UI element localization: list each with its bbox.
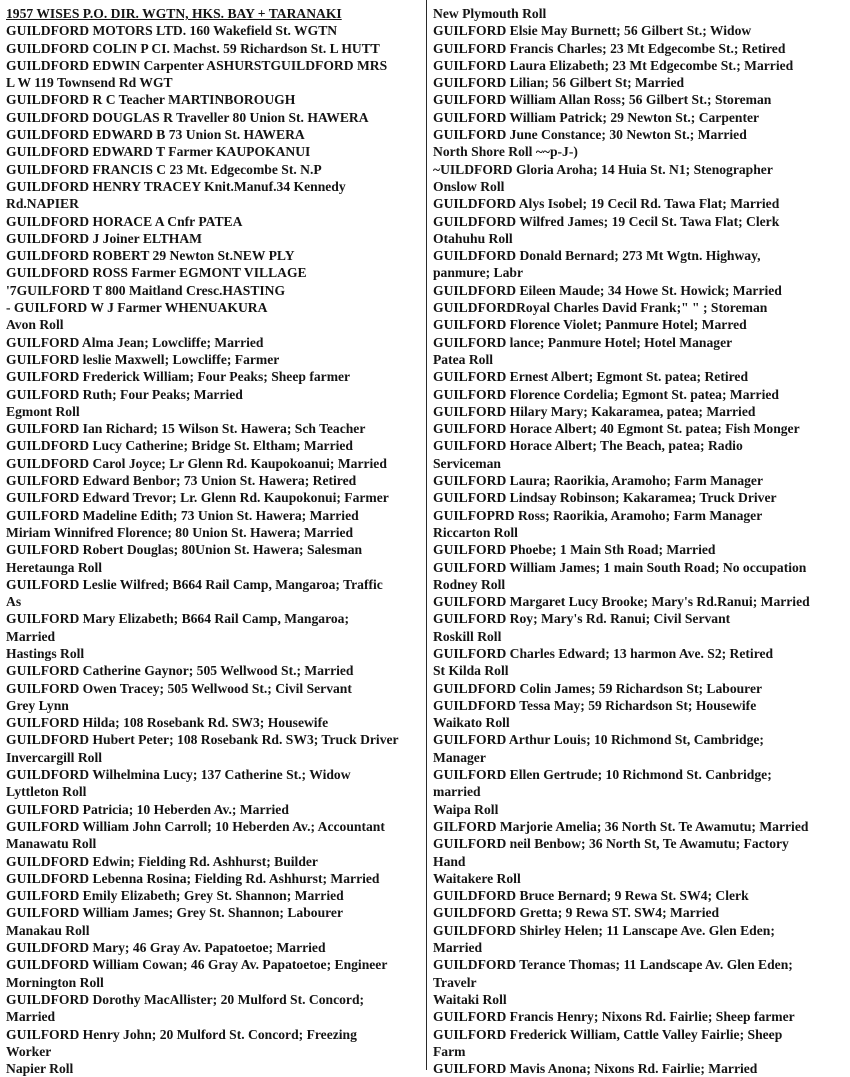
- left-column-line: GUILDFORD HENRY TRACEY Knit.Manuf.34 Kennedy: [6, 178, 346, 194]
- left-column-line: GUILFORD Edward Benbor; 73 Union St. Hawera; Retired: [6, 473, 357, 489]
- left-column-line: GUILDFORD Carol Joyce; Lr Glenn Rd. Kaupokoanui; Married: [6, 455, 387, 471]
- left-column-line: GUILDFORD Lebenna Rosina; Fielding Rd. Ashhurst; Married: [6, 870, 380, 886]
- right-column-line: Waipa Roll: [433, 801, 499, 817]
- left-column-line: Lyttleton Roll: [6, 784, 87, 800]
- right-column-line: ~UILDFORD Gloria Aroha; 14 Huia St. N1; Stenographer: [433, 161, 773, 177]
- left-column-line: GUILFORD Alma Jean; Lowcliffe; Married: [6, 334, 264, 350]
- left-column-line: Heretaunga Roll: [6, 559, 103, 575]
- left-column-line: GUILDFORD COLIN P CI. Machst. 59 Richardson St. L HUTT: [6, 40, 380, 56]
- right-column-line: GUILFORD William James; 1 main South Road; No occupation: [433, 559, 807, 575]
- left-column-line: GUILFORD Madeline Edith; 73 Union St. Hawera; Married: [6, 507, 359, 523]
- left-column-line: GUILFORD William John Carroll; 10 Heberden Av.; Accountant: [6, 818, 385, 834]
- left-column-line: GUILFORD leslie Maxwell; Lowcliffe; Farmer: [6, 351, 280, 367]
- left-column-line: Invercargill Roll: [6, 749, 103, 765]
- right-column-line: Riccarton Roll: [433, 524, 518, 540]
- right-column-line: Onslow Roll: [433, 178, 505, 194]
- left-column-line: GUILDFORD William Cowan; 46 Gray Av. Papatoetoe; Engineer: [6, 957, 388, 973]
- left-column-line: GUILDFORD HORACE A Cnfr PATEA: [6, 213, 243, 229]
- right-column-line: GUILFORD Horace Albert; 40 Egmont St. patea; Fish Monger: [433, 421, 800, 437]
- left-column-line: As: [6, 594, 22, 610]
- left-column-line: Manawatu Roll: [6, 836, 97, 852]
- left-column-line: GUILDFORD R C Teacher MARTINBOROUGH: [6, 92, 296, 108]
- left-column-line: GUILDFORD Lucy Catherine; Bridge St. Eltham; Married: [6, 438, 353, 454]
- right-column-line: GUILFORD neil Benbow; 36 North St, Te Awamutu; Factory: [433, 836, 789, 852]
- right-column-line: GUILDFORDRoyal Charles David Frank;" " ; Storeman: [433, 300, 768, 316]
- left-column-line: Mornington Roll: [6, 974, 104, 990]
- left-column-line: GUILFORD Frederick William; Four Peaks; Sheep farmer: [6, 369, 351, 385]
- right-column-line: GUILFORD Charles Edward; 13 harmon Ave. S2; Retired: [433, 645, 774, 661]
- left-column-line: GUILFORD Owen Tracey; 505 Wellwood St.; Civil Servant: [6, 680, 352, 696]
- left-column-line: GUILFORD Henry John; 20 Mulford St. Concord; Freezing: [6, 1026, 357, 1042]
- right-column-line: GUILDFORD Gretta; 9 Rewa ST. SW4; Married: [433, 905, 720, 921]
- left-column-line: GUILFORD Mary Elizabeth; B664 Rail Camp, Mangaroa;: [6, 611, 349, 627]
- left-column-line: Grey Lynn: [6, 697, 69, 713]
- right-column-line: GUILFORD Lilian; 56 Gilbert St; Married: [433, 75, 685, 91]
- left-column-line: GUILDFORD Wilhelmina Lucy; 137 Catherine St.; Widow: [6, 767, 351, 783]
- left-column-line: L W 119 Townsend Rd WGT: [6, 75, 173, 91]
- left-column-line: Hastings Roll: [6, 645, 85, 661]
- left-column-line: GUILFORD Patricia; 10 Heberden Av.; Married: [6, 801, 289, 817]
- right-column-line: GUILFORD Laura; Raorikia, Aramoho; Farm Manager: [433, 473, 763, 489]
- left-column-line: GUILDFORD EDWIN Carpenter ASHURSTGUILDFORD MRS: [6, 57, 388, 73]
- right-column-line: GUILDFORD Terance Thomas; 11 Landscape Av. Glen Eden;: [433, 957, 793, 973]
- left-column-line: Miriam Winnifred Florence; 80 Union St. Hawera; Married: [6, 524, 354, 540]
- right-column-line: North Shore Roll ~~p-J-): [433, 144, 578, 160]
- right-column-line: GUILDFORD Alys Isobel; 19 Cecil Rd. Tawa Flat; Married: [433, 196, 780, 212]
- left-column-line: - GUILFORD W J Farmer WHENUAKURA: [6, 300, 268, 316]
- right-column-line: GUILFORD Florence Cordelia; Egmont St. patea; Married: [433, 386, 779, 402]
- right-column-line: GUILFORD Laura Elizabeth; 23 Mt Edgecombe St.; Married: [433, 57, 794, 73]
- right-column-line: GUILDFORD Wilfred James; 19 Cecil St. Tawa Flat; Clerk: [433, 213, 780, 229]
- left-column-line: GUILDFORD FRANCIS C 23 Mt. Edgecombe St. N.P: [6, 161, 322, 177]
- left-column-line: GUILDFORD Dorothy MacAllister; 20 Mulford St. Concord;: [6, 991, 365, 1007]
- left-column-line: '7GUILFORD T 800 Maitland Cresc.HASTING: [6, 282, 286, 298]
- left-column-line: 1957 WISES P.O. DIR. WGTN, HKS. BAY + TARANAKI: [6, 6, 342, 21]
- left-column-line: GUILDFORD MOTORS LTD. 160 Wakefield St. WGTN: [6, 23, 338, 39]
- left-column-line: GUILFORD William James; Grey St. Shannon; Labourer: [6, 905, 343, 921]
- column-divider: [426, 0, 427, 1070]
- left-column-line: GUILDFORD Mary; 46 Gray Av. Papatoetoe; Married: [6, 940, 326, 956]
- left-column-line: GUILFORD Ian Richard; 15 Wilson St. Hawera; Sch Teacher: [6, 421, 366, 437]
- right-column-line: Farm: [433, 1043, 466, 1059]
- right-column-line: GUILDFORD Shirley Helen; 11 Lanscape Ave. Glen Eden;: [433, 922, 775, 938]
- left-column: [6, 5, 422, 1077]
- right-column-line: GUILFORD Lindsay Robinson; Kakaramea; Truck Driver: [433, 490, 777, 506]
- right-column-line: GUILFOPRD Ross; Raorikia, Aramoho; Farm Manager: [433, 507, 763, 523]
- right-column-line: Married: [433, 940, 483, 956]
- right-column-line: GUILFORD Roy; Mary's Rd. Ranui; Civil Servant: [433, 611, 731, 627]
- left-column-line: GUILFORD Robert Douglas; 80Union St. Hawera; Salesman: [6, 542, 363, 558]
- left-column-line: Napier Roll: [6, 1061, 74, 1077]
- left-column-line: GUILDFORD ROBERT 29 Newton St.NEW PLY: [6, 248, 295, 264]
- right-column-line: Waikato Roll: [433, 715, 510, 731]
- right-column-line: Serviceman: [433, 455, 501, 471]
- left-column-line: GUILDFORD Edwin; Fielding Rd. Ashhurst; Builder: [6, 853, 318, 869]
- right-column-line: Manager: [433, 749, 486, 765]
- right-column-line: GUILFORD Horace Albert; The Beach, patea; Radio: [433, 438, 743, 454]
- left-column-line: GUILFORD Catherine Gaynor; 505 Wellwood St.; Married: [6, 663, 354, 679]
- right-column-line: Waitakere Roll: [433, 870, 521, 886]
- right-column-line: GUILFORD Hilary Mary; Kakaramea, patea; Married: [433, 403, 756, 419]
- left-column-line: Manakau Roll: [6, 922, 90, 938]
- right-column-line: GUILDFORD Bruce Bernard; 9 Rewa St. SW4; Clerk: [433, 888, 749, 904]
- right-column-line: Travelr: [433, 974, 477, 990]
- left-column-line: GUILDFORD EDWARD T Farmer KAUPOKANUI: [6, 144, 311, 160]
- left-column-line: Married: [6, 628, 56, 644]
- left-column-line: GUILFORD Leslie Wilfred; B664 Rail Camp, Mangaroa; Traffic: [6, 576, 383, 592]
- left-column-line: Rd.NAPIER: [6, 196, 79, 212]
- left-column-line: GUILDFORD J Joiner ELTHAM: [6, 230, 202, 246]
- right-column-line: GUILFORD Frederick William, Cattle Valley Fairlie; Sheep: [433, 1026, 783, 1042]
- left-column-line: GUILDFORD ROSS Farmer EGMONT VILLAGE: [6, 265, 307, 281]
- right-column-line: GUILFORD William Patrick; 29 Newton St.; Carpenter: [433, 109, 760, 125]
- left-column-line: Worker: [6, 1043, 52, 1059]
- left-column-line: Avon Roll: [6, 317, 64, 333]
- left-column-line: GUILDFORD DOUGLAS R Traveller 80 Union St. HAWERA: [6, 109, 369, 125]
- right-column-line: Roskill Roll: [433, 628, 502, 644]
- right-column-line: GUILFORD Francis Charles; 23 Mt Edgecombe St.; Retired: [433, 40, 786, 56]
- left-column-line: GUILFORD Edward Trevor; Lr. Glenn Rd. Kaupokonui; Farmer: [6, 490, 389, 506]
- right-column-line: GUILFORD Margaret Lucy Brooke; Mary's Rd.Ranui; Married: [433, 594, 810, 610]
- right-column-line: GUILFORD June Constance; 30 Newton St.; Married: [433, 127, 747, 143]
- right-column-line: GUILFORD lance; Panmure Hotel; Hotel Manager: [433, 334, 733, 350]
- right-column-line: GILFORD Marjorie Amelia; 36 North St. Te Awamutu; Married: [433, 818, 809, 834]
- right-column-line: Otahuhu Roll: [433, 230, 513, 246]
- right-column-line: GUILFORD Elsie May Burnett; 56 Gilbert St.; Widow: [433, 23, 752, 39]
- right-column: [433, 5, 845, 1077]
- right-column-line: GUILFORD Florence Violet; Panmure Hotel; Marred: [433, 317, 747, 333]
- left-column-line: GUILFORD Hilda; 108 Rosebank Rd. SW3; Housewife: [6, 715, 329, 731]
- left-column-line: GUILFORD Ruth; Four Peaks; Married: [6, 386, 243, 402]
- right-column-line: GUILFORD William Allan Ross; 56 Gilbert St.; Storeman: [433, 92, 772, 108]
- right-column-line: GUILFORD Phoebe; 1 Main Sth Road; Married: [433, 542, 716, 558]
- right-column-line: GUILFORD Arthur Louis; 10 Richmond St, Cambridge;: [433, 732, 764, 748]
- right-column-line: GUILFORD Mavis Anona; Nixons Rd. Fairlie; Married: [433, 1061, 758, 1077]
- left-column-line: Married: [6, 1009, 56, 1025]
- left-column-line: GUILDFORD EDWARD B 73 Union St. HAWERA: [6, 127, 305, 143]
- left-column-line: GUILDFORD Hubert Peter; 108 Rosebank Rd. SW3; Truck Driver: [6, 732, 399, 748]
- left-column-line: Egmont Roll: [6, 403, 80, 419]
- right-column-line: Waitaki Roll: [433, 991, 507, 1007]
- right-column-line: GUILFORD Ellen Gertrude; 10 Richmond St. Canbridge;: [433, 767, 772, 783]
- right-column-line: New Plymouth Roll: [433, 6, 547, 21]
- right-column-line: GUILDFORD Tessa May; 59 Richardson St; Housewife: [433, 697, 757, 713]
- right-column-line: married: [433, 784, 481, 800]
- right-column-line: GUILFORD Francis Henry; Nixons Rd. Fairlie; Sheep farmer: [433, 1009, 795, 1025]
- left-column-line: GUILFORD Emily Elizabeth; Grey St. Shannon; Married: [6, 888, 344, 904]
- right-column-line: Hand: [433, 853, 466, 869]
- right-column-line: Patea Roll: [433, 351, 494, 367]
- right-column-line: Rodney Roll: [433, 576, 506, 592]
- right-column-line: panmure; Labr: [433, 265, 524, 281]
- right-column-line: GUILDFORD Colin James; 59 Richardson St; Labourer: [433, 680, 763, 696]
- right-column-line: GUILDFORD Donald Bernard; 273 Mt Wgtn. Highway,: [433, 248, 761, 264]
- right-column-line: St Kilda Roll: [433, 663, 509, 679]
- right-column-line: GUILFORD Ernest Albert; Egmont St. patea; Retired: [433, 369, 749, 385]
- right-column-line: GUILDFORD Eileen Maude; 34 Howe St. Howick; Married: [433, 282, 782, 298]
